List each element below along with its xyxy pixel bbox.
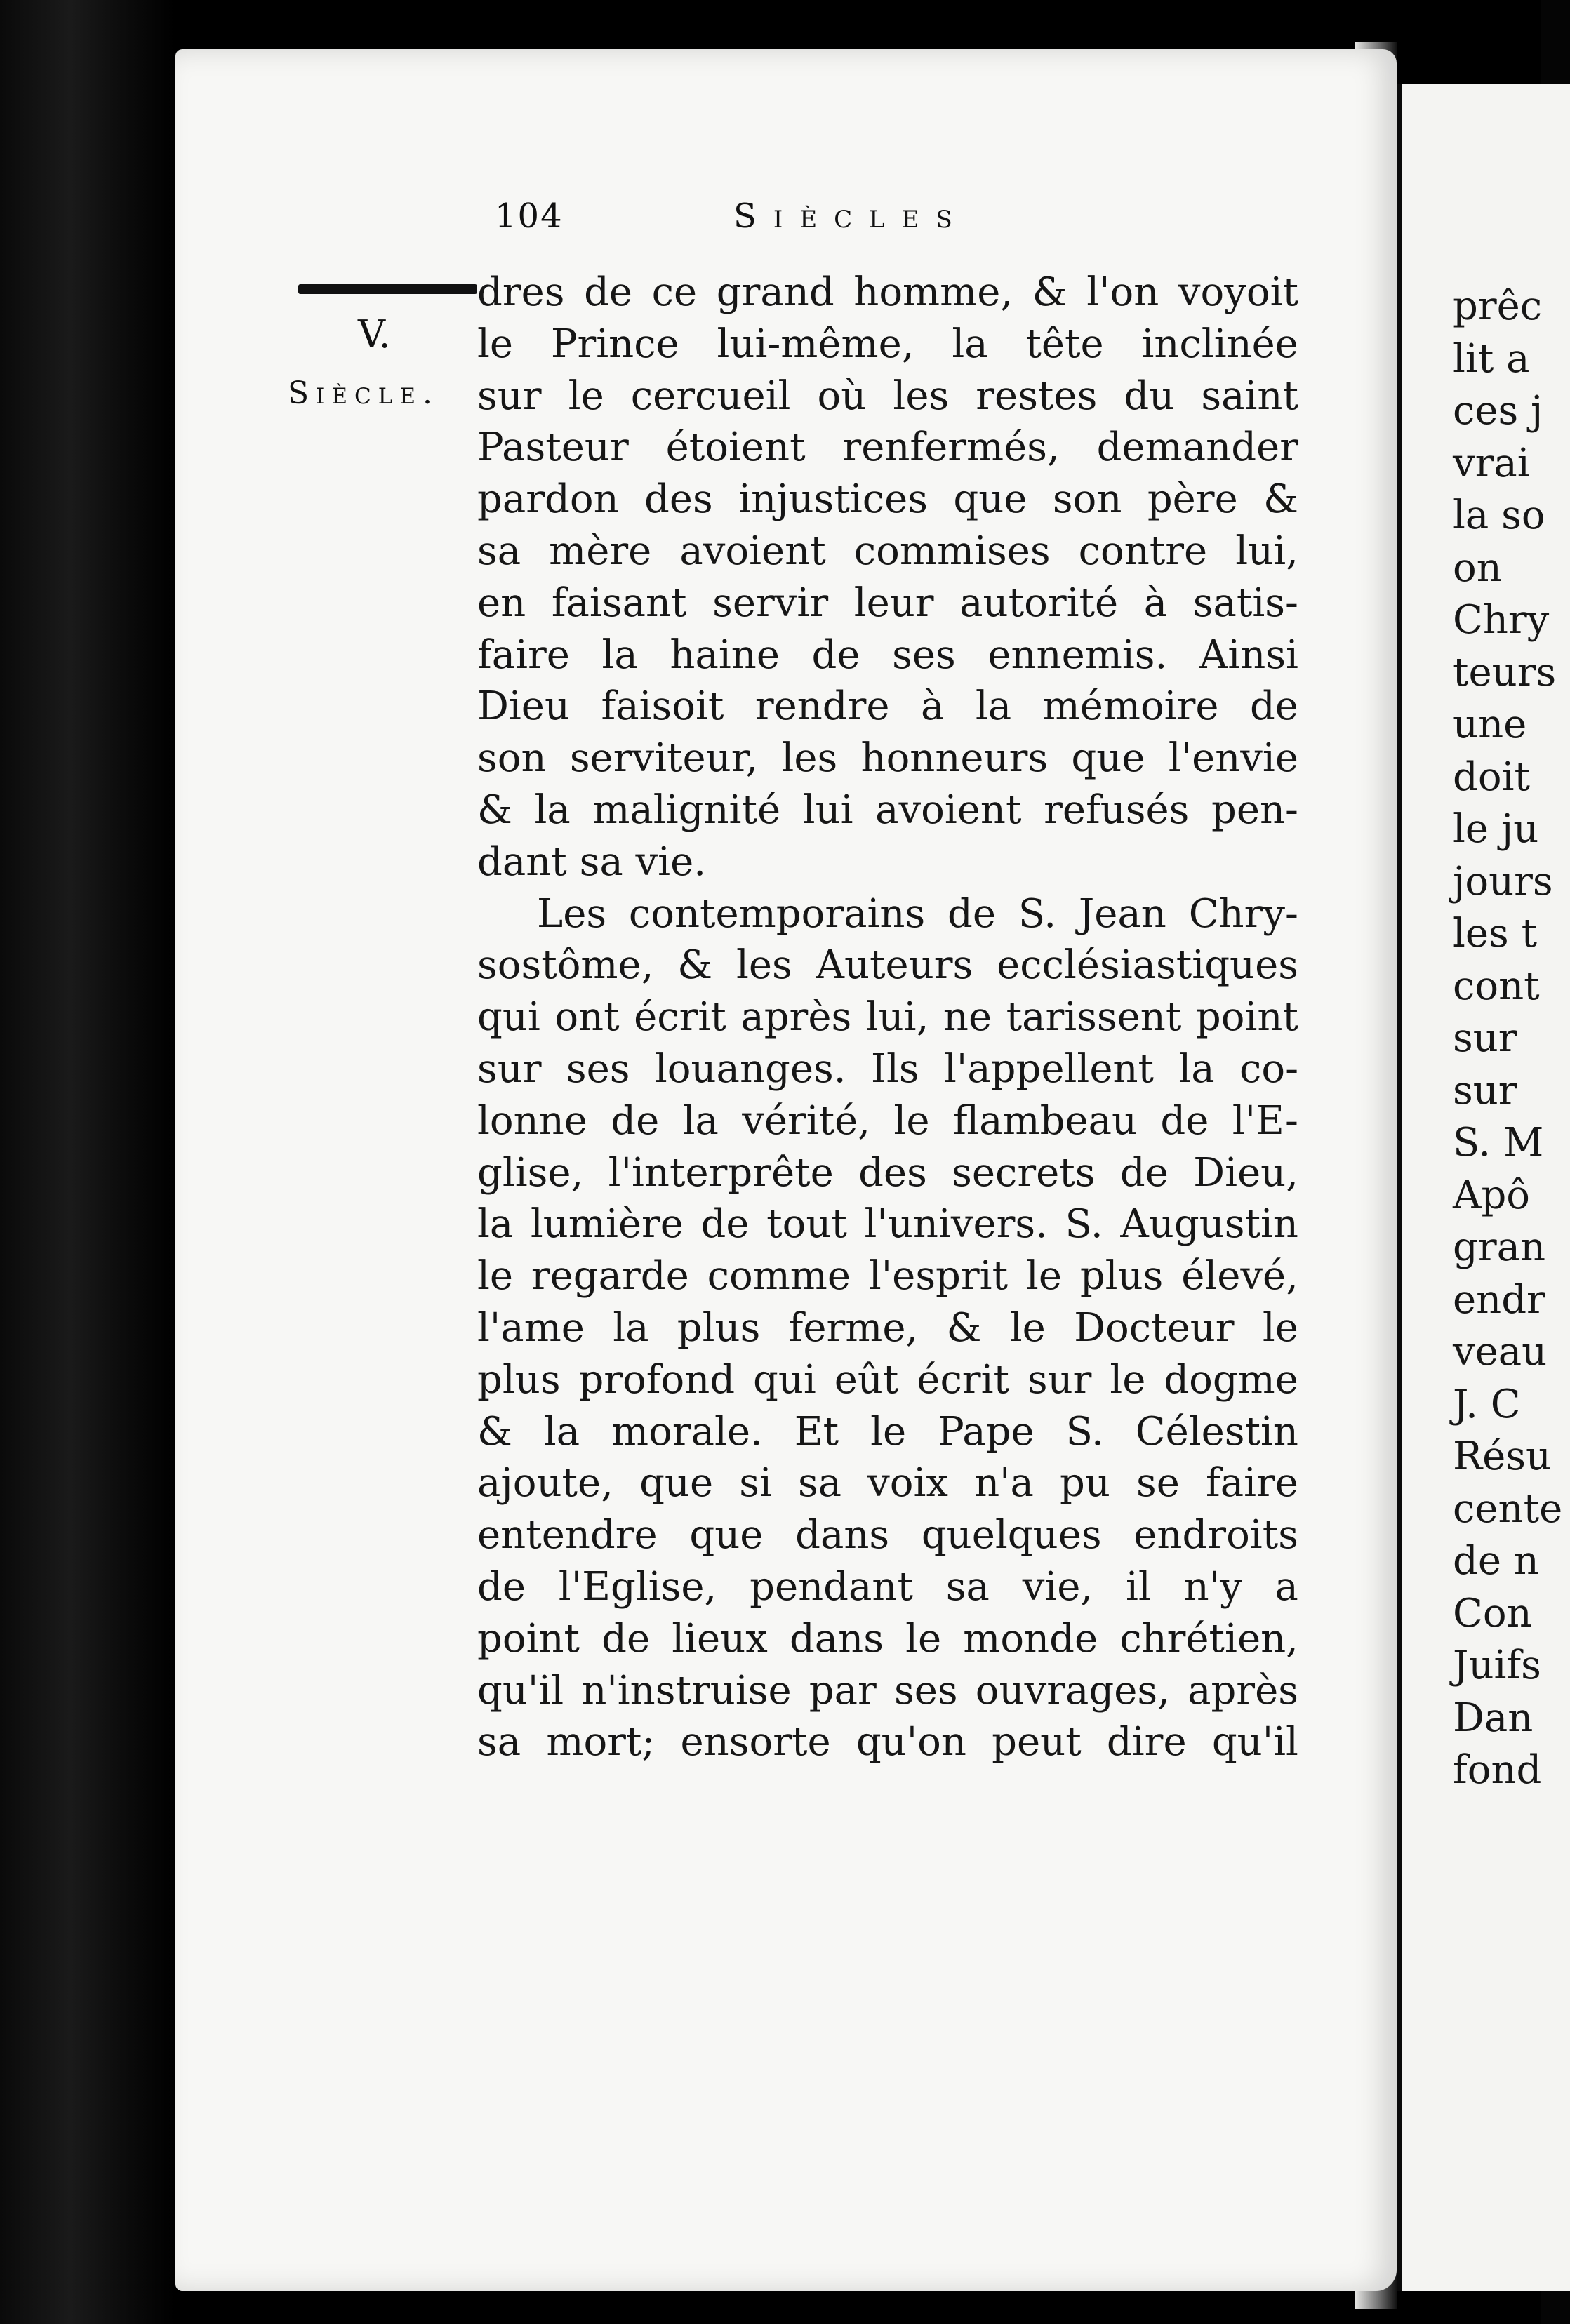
word: par [809, 1667, 877, 1714]
word: comme [707, 1253, 851, 1300]
word: le [477, 321, 514, 367]
word: plus [1079, 1253, 1164, 1300]
word: voix [867, 1460, 948, 1507]
word: morale. [611, 1408, 763, 1455]
facing-text-line: Con [1453, 1590, 1532, 1636]
word: entendre [477, 1512, 658, 1558]
word: monde [963, 1615, 1098, 1662]
word: père [1147, 476, 1238, 523]
word: son [1052, 476, 1122, 523]
word: a [1275, 1563, 1298, 1610]
word: sur [477, 1046, 542, 1092]
text-line [477, 474, 1298, 526]
text-line [477, 1716, 1298, 1768]
word: contemporains [628, 890, 926, 937]
word: du [1124, 373, 1175, 419]
word: refusés [1044, 787, 1190, 833]
word: que [953, 476, 1027, 523]
word: le [477, 1253, 514, 1300]
word: malignité [592, 787, 781, 833]
word: Prince [550, 321, 679, 367]
word: & [1263, 476, 1298, 523]
word: ses [566, 1046, 630, 1092]
word: Célestin [1135, 1408, 1298, 1455]
word: lui, [865, 994, 929, 1041]
word: Pasteur [477, 425, 629, 471]
word: où [817, 373, 867, 419]
text-line [477, 681, 1298, 733]
word: de [1160, 1097, 1209, 1144]
word: Et [794, 1408, 839, 1455]
word: lonne [477, 1097, 587, 1144]
word: Ainsi [1199, 632, 1298, 678]
word: de [700, 1201, 750, 1248]
word: l'univers. [864, 1201, 1048, 1248]
word: point [477, 1615, 580, 1662]
word: faire [477, 632, 570, 678]
word: la [477, 1201, 514, 1248]
facing-text-line: sur [1453, 1015, 1517, 1061]
word: écrit [917, 1356, 1009, 1403]
word: Chry- [1188, 890, 1298, 937]
word: qu'il [477, 1667, 564, 1714]
word: leur [853, 580, 934, 626]
word: inclinée [1141, 321, 1298, 367]
text-line [477, 1613, 1298, 1665]
word: flambeau [952, 1097, 1138, 1144]
word: glise, [477, 1149, 584, 1196]
word: que [639, 1460, 714, 1507]
text-line [477, 1250, 1298, 1302]
word: ajoute, [477, 1460, 613, 1507]
word: sa [477, 1719, 521, 1765]
word: renfermés, [842, 425, 1060, 471]
word: dogme [1164, 1356, 1298, 1403]
page-number: 104 [495, 196, 564, 236]
facing-text-line: vrai [1453, 440, 1530, 486]
word: rendre [754, 683, 890, 730]
facing-text-line: le ju [1453, 806, 1539, 852]
word: l'ame [477, 1304, 585, 1351]
word: chrétien, [1119, 1615, 1298, 1662]
word: qui [753, 1356, 816, 1403]
word: haine [670, 632, 780, 678]
word: après [740, 994, 852, 1041]
word: des [858, 1149, 927, 1196]
text-line [477, 319, 1298, 370]
word: mère [549, 528, 652, 574]
text-line [477, 577, 1298, 629]
word: le [905, 1615, 942, 1662]
text-line [477, 422, 1298, 474]
word: de [1249, 683, 1298, 730]
word: la [613, 1304, 649, 1351]
text-line [477, 629, 1298, 681]
facing-text-line: veau [1453, 1329, 1548, 1375]
word: dire [1106, 1719, 1187, 1765]
word: & [477, 1408, 512, 1455]
word: il [1126, 1563, 1151, 1610]
facing-text-line: Apô [1453, 1172, 1531, 1218]
word: la [543, 1408, 580, 1455]
word: tarissent [1006, 994, 1182, 1041]
margin-rule-ornament [298, 284, 477, 294]
word: honneurs [860, 735, 1049, 782]
word: ne [943, 994, 992, 1041]
facing-text-line: Chry [1453, 597, 1550, 643]
word: de [811, 632, 860, 678]
word: de [1119, 1149, 1169, 1196]
word: & [477, 787, 512, 833]
word: regarde [531, 1253, 689, 1300]
word: contre [1078, 528, 1208, 574]
word: & [1032, 269, 1067, 315]
word: homme, [853, 269, 1013, 315]
word: le [870, 1408, 907, 1455]
word: la [601, 632, 638, 678]
word: commises [853, 528, 1051, 574]
word: Pape [938, 1408, 1035, 1455]
facing-text-line: Résu [1453, 1434, 1552, 1479]
word: pu [1060, 1460, 1110, 1507]
word: l'E- [1232, 1097, 1298, 1144]
book-edge-left [0, 0, 175, 2324]
word: l'on [1086, 269, 1159, 315]
word: sur [477, 373, 542, 419]
word: Ils [870, 1046, 919, 1092]
word: de [584, 269, 633, 315]
word: étoient [665, 425, 806, 471]
facing-text-line: Dan [1453, 1695, 1534, 1741]
word: l'interprête [608, 1149, 834, 1196]
word: le [893, 1097, 930, 1144]
facing-text-line: ces j [1453, 388, 1543, 434]
text-line [477, 1095, 1298, 1147]
text-line [477, 1665, 1298, 1717]
text-line [477, 733, 1298, 784]
word: des [644, 476, 713, 523]
word: n'instruise [581, 1667, 792, 1714]
word: Auteurs [816, 942, 973, 989]
word: point [1195, 994, 1298, 1041]
word: voyoit [1178, 269, 1298, 315]
word: la [534, 787, 571, 833]
word: & [946, 1304, 982, 1351]
text-line [477, 784, 1298, 836]
word: saint [1201, 373, 1298, 419]
word: serviteur, [569, 735, 759, 782]
word: co- [1239, 1046, 1298, 1092]
word: sur [1027, 1356, 1092, 1403]
word: profond [578, 1356, 736, 1403]
word: l'Eglise, [558, 1563, 717, 1610]
word: l'esprit [868, 1253, 1009, 1300]
word: en [477, 580, 526, 626]
word: le [1262, 1304, 1298, 1351]
facing-text-line: S. M [1453, 1120, 1544, 1166]
word: grand [716, 269, 834, 315]
word: pendant [750, 1563, 913, 1610]
word: faire [1205, 1460, 1298, 1507]
word: l'envie [1168, 735, 1298, 782]
word: qu'il [1211, 1719, 1298, 1765]
text-line: dant sa vie. [477, 839, 707, 885]
text-line [477, 267, 1298, 319]
facing-text-line: Juifs [1453, 1643, 1541, 1688]
word: le [1025, 1253, 1062, 1300]
word: lui [802, 787, 853, 833]
facing-text-line: cente [1453, 1485, 1563, 1532]
facing-text-line: on [1453, 545, 1502, 591]
facing-text-line: doit [1453, 754, 1530, 800]
word: n'y [1183, 1563, 1242, 1610]
word: à [1143, 580, 1168, 626]
word: le [1009, 1304, 1046, 1351]
word: avoient [679, 528, 826, 574]
word: élevé, [1181, 1253, 1298, 1300]
text-line [477, 1561, 1298, 1613]
facing-text-line: teurs [1453, 649, 1557, 695]
text-line [477, 888, 1298, 940]
text-line [477, 1406, 1298, 1458]
word: mémoire [1042, 683, 1219, 730]
facing-text-line: lit a [1453, 335, 1530, 382]
text-line [477, 370, 1298, 422]
word: Augustin [1120, 1201, 1298, 1248]
word: plus [677, 1304, 761, 1351]
word: ferme, [788, 1304, 919, 1351]
word: faisant [551, 580, 687, 626]
facing-page-text [1453, 281, 1563, 1797]
text-line [477, 940, 1298, 991]
text-line [477, 1043, 1298, 1095]
word: écrit [634, 994, 726, 1041]
word: de [611, 1097, 660, 1144]
word: quelques [921, 1512, 1102, 1558]
facing-text-line: gran [1453, 1224, 1546, 1270]
word: endroits [1133, 1512, 1298, 1558]
word: le [1110, 1356, 1146, 1403]
word: Docteur [1074, 1304, 1235, 1351]
body-text [477, 267, 1298, 1768]
word: servir [712, 580, 829, 626]
word: qu'on [856, 1719, 966, 1765]
word: restes [976, 373, 1098, 419]
text-line [477, 1509, 1298, 1561]
word: de [601, 1615, 651, 1662]
word: l'appellent [943, 1046, 1155, 1092]
text-line [477, 526, 1298, 577]
word: de [947, 890, 997, 937]
word: à [921, 683, 945, 730]
facing-text-line: endr [1453, 1276, 1545, 1323]
text-line [477, 1147, 1298, 1199]
facing-text-line: jours [1453, 858, 1553, 904]
word: cercueil [630, 373, 791, 419]
word: pen- [1211, 787, 1298, 833]
word: tout [766, 1201, 847, 1248]
word: lui, [1235, 528, 1298, 574]
word: demander [1096, 425, 1298, 471]
word: ont [554, 994, 620, 1041]
word: lui-même, [717, 321, 914, 367]
word: plus [477, 1356, 561, 1403]
word: sa [797, 1460, 842, 1507]
facing-text-line: les t [1453, 911, 1538, 956]
word: n'a [974, 1460, 1034, 1507]
facing-text-line: sur [1453, 1067, 1517, 1114]
word: eût [834, 1356, 899, 1403]
word: secrets [952, 1149, 1096, 1196]
word: pardon [477, 476, 619, 523]
word: après [1188, 1667, 1298, 1714]
word: la [975, 683, 1012, 730]
word: Les [537, 890, 607, 937]
facing-text-line: de n [1453, 1538, 1539, 1584]
word: lumière [530, 1201, 684, 1248]
word: le [568, 373, 604, 419]
facing-text-line: J. C [1453, 1381, 1521, 1427]
word: S. [1065, 1201, 1103, 1248]
word: Jean [1078, 890, 1166, 937]
running-title: Siècles [733, 196, 969, 236]
word: dans [795, 1512, 890, 1558]
word: satis- [1192, 580, 1298, 626]
word: se [1136, 1460, 1180, 1507]
word: Dieu, [1193, 1149, 1298, 1196]
word: Dieu [477, 683, 571, 730]
word: les [781, 735, 838, 782]
word: que [689, 1512, 764, 1558]
facing-text-line: cont [1453, 963, 1540, 1009]
word: si [739, 1460, 772, 1507]
word: ennemis. [987, 632, 1168, 678]
margin-siecle-note: Siècle. [288, 375, 439, 411]
word: ses [892, 632, 956, 678]
word: mort; [546, 1719, 656, 1765]
text-line [477, 991, 1298, 1043]
word: vérité, [742, 1097, 871, 1144]
word: louanges. [654, 1046, 846, 1092]
word: de [477, 1563, 526, 1610]
word: faisoit [601, 683, 724, 730]
word: vie, [1022, 1563, 1093, 1610]
word: lieux [672, 1615, 768, 1662]
word: ses [893, 1667, 958, 1714]
word: son [477, 735, 547, 782]
word: S. [1018, 890, 1057, 937]
word: qui [477, 994, 540, 1041]
word: tête [1025, 321, 1104, 367]
facing-text-line: la so [1453, 493, 1545, 538]
word: injustices [738, 476, 928, 523]
word: & [677, 942, 713, 989]
facing-text-line: prêc [1453, 283, 1543, 329]
facing-text-line: une [1453, 702, 1527, 747]
word: les [736, 942, 792, 989]
word: la [1178, 1046, 1215, 1092]
word: que [1071, 735, 1145, 782]
facing-text-line: fond [1453, 1747, 1542, 1793]
word: sa [477, 528, 521, 574]
word: peut [992, 1719, 1082, 1765]
word: sostôme, [477, 942, 654, 989]
word: sa [945, 1563, 990, 1610]
word: S. [1065, 1408, 1104, 1455]
word: autorité [959, 580, 1119, 626]
word: avoient [875, 787, 1022, 833]
word: la [952, 321, 988, 367]
word: dres [477, 269, 565, 315]
text-line [477, 1302, 1298, 1354]
text-line [477, 1457, 1298, 1509]
text-line [477, 1354, 1298, 1406]
word: ce [651, 269, 698, 315]
word: dans [789, 1615, 884, 1662]
margin-century-note: V. [358, 312, 391, 356]
word: les [893, 373, 950, 419]
word: ecclésiastiques [997, 942, 1298, 989]
word: ouvrages, [975, 1667, 1170, 1714]
word: la [682, 1097, 719, 1144]
text-line [477, 1198, 1298, 1250]
word: ensorte [680, 1719, 831, 1765]
